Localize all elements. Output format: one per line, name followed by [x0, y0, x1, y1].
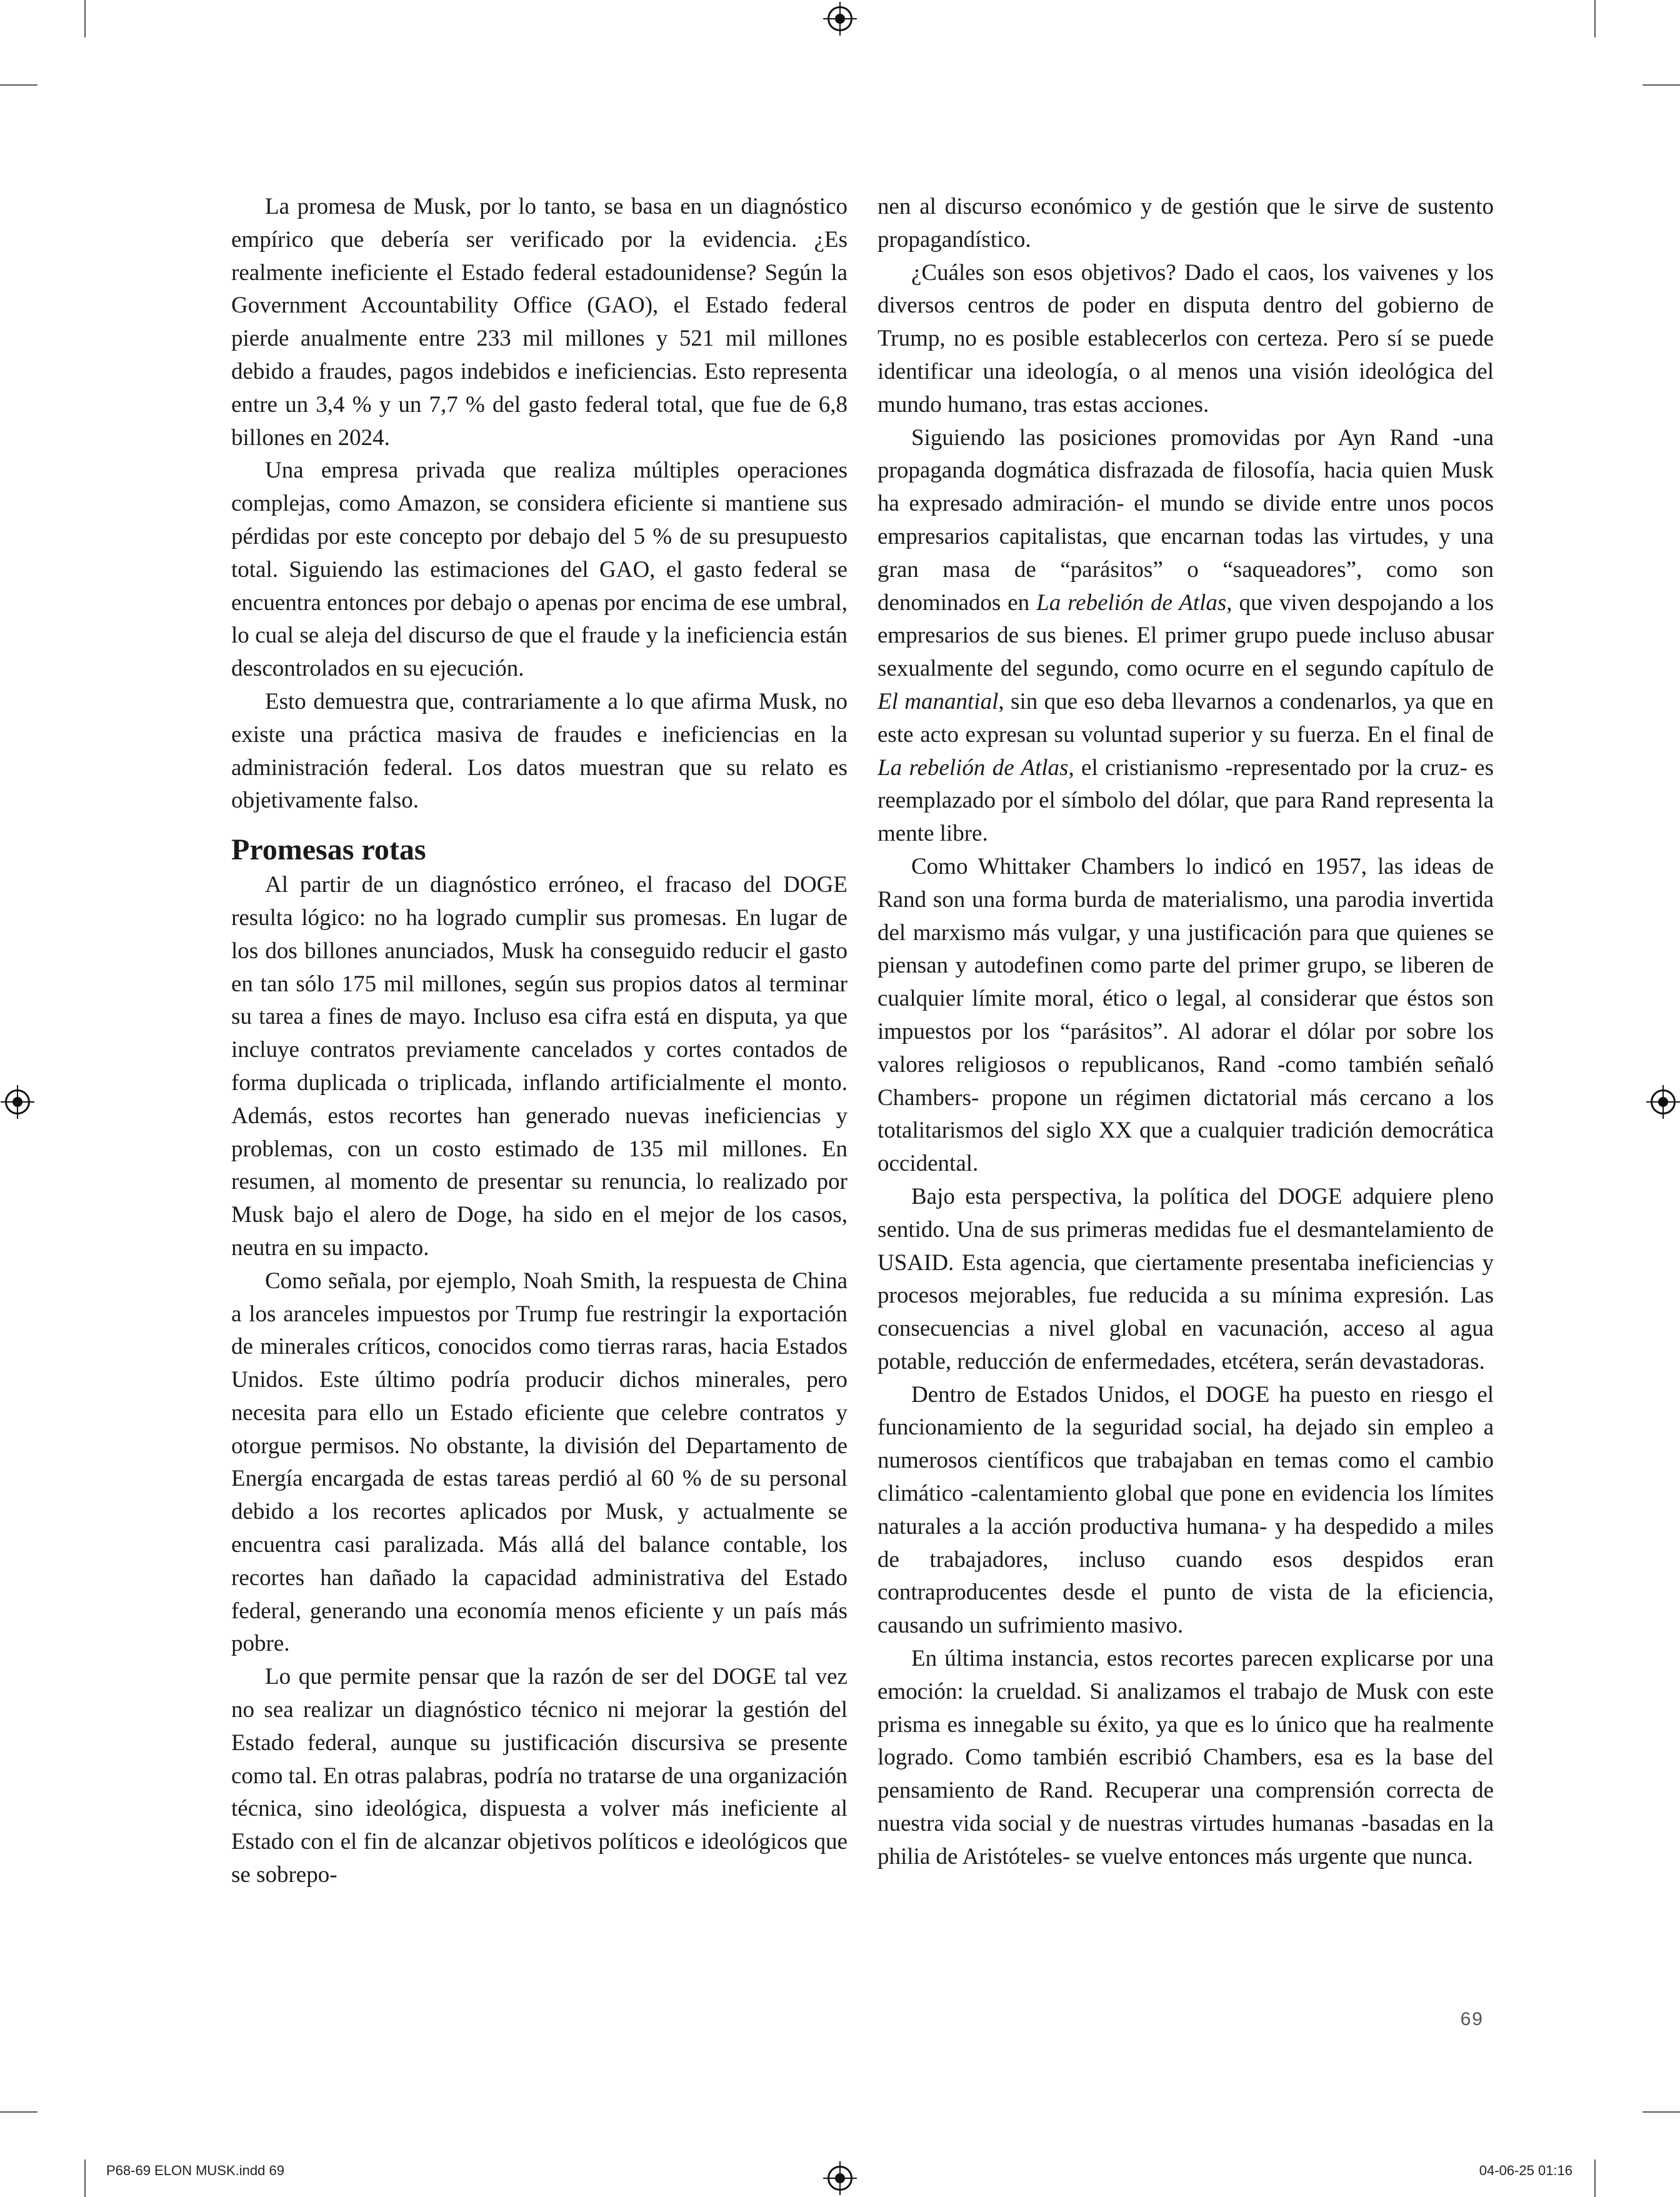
- body-paragraph: Esto demuestra que, contrariamente a lo que afirma Musk, no existe una práctica masiva de fraudes e ineficiencias en la administración federal. Los datos muestran que su relato es objetivamente falso.: [231, 688, 848, 814]
- registration-mark-top-icon: [828, 6, 852, 31]
- body-paragraph: ¿Cuáles son esos objetivos? Dado el caos, los vaivenes y los diversos centros de poder en disputa dentro del gobierno de Trump, no es posible establecerlos con certeza. Pero sí se puede identificar una ideología, o al menos una visión ideológica del mundo humano, tras estas acciones.: [878, 259, 1494, 418]
- left-column: [231, 191, 848, 1892]
- body-paragraph: Como Whittaker Chambers lo indicó en 1957, las ideas de Rand son una forma burda de materialismo, una parodia invertida del marxismo más vulgar, y una justificación para que quienes se piensan y autodefinen como parte del primer grupo, se liberen de cualquier límite moral, ético o legal, al considerar que éstos son impuestos por los “parásitos”. Al adorar el dólar por sobre los valores religiosos o republicanos, Rand -como también señaló Chambers- propone un régimen dictatorial más cercano a los totalitarismos del siglo XX que a cualquier tradición democrática occidental.: [878, 853, 1494, 1177]
- slug-file-name: P68-69 ELON MUSK.indd 69: [106, 2163, 284, 2178]
- right-column: [878, 191, 1494, 1874]
- book-title: La rebelión de Atlas: [878, 754, 1069, 781]
- registration-mark-bottom-icon: [828, 2166, 852, 2191]
- registration-mark-left-icon: [5, 1089, 30, 1114]
- registration-mark-right-icon: [1651, 1089, 1676, 1114]
- crop-mark-left-bottom: [0, 2111, 38, 2113]
- crop-mark-bottom-right: [1594, 2159, 1596, 2197]
- crop-mark-right-bottom: [1642, 2111, 1680, 2113]
- text-run: , que viven despojando a los empresarios de sus bienes. El primer grupo puede incluso abusar sexualmente del segundo, como ocurre en el segundo capítulo de: [878, 589, 1494, 682]
- body-paragraph: Dentro de Estados Unidos, el DOGE ha puesto en riesgo el funcionamiento de la seguridad social, ha dejado sin empleo a numerosos científicos que trabajaban en temas como el cambio climático -calentamiento global que pone en evidencia los límites naturales a la acción productiva humana- y ha despedido a miles de trabajadores, incluso cuando esos despidos eran contraproducentes desde el punto de vista de la eficiencia, causando un sufrimiento masivo.: [878, 1381, 1494, 1639]
- text-run: , el cristianismo -representado por la cruz- es reemplazado por el símbolo del dólar, que para Rand representa la mente libre.: [878, 754, 1494, 847]
- body-paragraph: Al partir de un diagnóstico erróneo, el fracaso del DOGE resulta lógico: no ha logrado cumplir sus promesas. En lugar de los dos billones anunciados, Musk ha conseguido reducir el gasto en tan sólo 175 mil millones, según sus propios datos al terminar su tarea a fines de mayo. Incluso esa cifra está en disputa, ya que incluye contratos previamente cancelados y cortes contados de forma duplicada o triplicada, inflando artificialmente el monto. Además, estos recortes han generado nuevas ineficiencias y problemas, con un costo estimado de 135 mil millones. En resumen, al momento de presentar su renuncia, lo realizado por Musk bajo el alero de Doge, ha sido en el mejor de los casos, neutra en su impacto.: [231, 872, 848, 1261]
- book-title: La rebelión de Atlas: [1036, 589, 1227, 616]
- body-paragraph: Una empresa privada que realiza múltiples operaciones complejas, como Amazon, se considera eficiente si mantiene sus pérdidas por este concepto por debajo del 5 % de su presupuesto total. Siguiendo las estimaciones del GAO, el gasto federal se encuentra entonces por debajo o apenas por encima de ese umbral, lo cual se aleja del discurso de que el fraude y la ineficiencia están descontrolados en su ejecución.: [231, 458, 848, 682]
- continued-paragraph: nen al discurso económico y de gestión que le sirve de sustento propagandístico.: [878, 194, 1494, 253]
- crop-mark-top-left: [84, 0, 86, 38]
- page-number: 69: [1460, 2009, 1484, 2029]
- crop-mark-bottom-left: [84, 2159, 86, 2197]
- crop-mark-left-top: [0, 84, 38, 86]
- crop-mark-right-top: [1642, 84, 1680, 86]
- slug-timestamp: 04-06-25 01:16: [1479, 2163, 1572, 2178]
- text-run: Siguiendo las posiciones promovidas por Ayn Rand -una propaganda dogmática disfrazada de filosofía, hacia quien Musk ha expresado admiración- el mundo se divide entre unos pocos empresarios capitalistas, que encarnan todas las virtudes, y una gran masa de “parásitos” o “saqueadores”, como son denominados en: [878, 424, 1494, 616]
- body-paragraph: Bajo esta perspectiva, la política del DOGE adquiere pleno sentido. Una de sus primeras medidas fue el desmantelamiento de USAID. Esta agencia, que ciertamente presentaba ineficiencias y procesos mejorables, fue reducida a su mínima expresión. Las consecuencias a nivel global en vacunación, acceso al agua potable, reducción de enfermedades, etcétera, serán devastadoras.: [878, 1183, 1494, 1374]
- book-title: El manantial: [878, 688, 999, 714]
- body-paragraph: En última instancia, estos recortes parecen explicarse por una emoción: la crueldad. Si analizamos el trabajo de Musk con este prisma es innegable su éxito, ya que es lo único que ha realmente logrado. Como también escribió Chambers, esa es la base del pensamiento de Rand. Recuperar una comprensión correcta de nuestra vida social y de nuestras virtudes humanas -basadas en la philia de Aristóteles- se vuelve entonces más urgente que nunca.: [878, 1646, 1494, 1869]
- crop-mark-top-right: [1594, 0, 1596, 38]
- body-paragraph: Como señala, por ejemplo, Noah Smith, la respuesta de China a los aranceles impuestos por Trump fue restringir la exportación de minerales críticos, conocidos como tierras raras, hacia Estados Unidos. Este último podría producir dichos minerales, pero necesita para ello un Estado eficiente que celebre contratos y otorgue permisos. No obstante, la división del Departamento de Energía encargada de estas tareas perdió al 60 % de su personal debido a los recortes aplicados por Musk, y actualmente se encuentra casi paralizada. Más allá del balance contable, los recortes han dañado la capacidad administrativa del Estado federal, generando una economía menos eficiente y un país más pobre.: [231, 1268, 848, 1657]
- body-paragraph: La promesa de Musk, por lo tanto, se basa en un diagnóstico empírico que debería ser verificado por la evidencia. ¿Es realmente ineficiente el Estado federal estadounidense? Según la Government Accountability Office (GAO), el Estado federal pierde anualmente entre 233 mil millones y 521 mil millones debido a fraudes, pagos indebidos e ineficiencias. Esto representa entre un 3,4 % y un 7,7 % del gasto federal total, que fue de 6,8 billones en 2024.: [231, 194, 848, 451]
- body-paragraph: Lo que permite pensar que la razón de ser del DOGE tal vez no sea realizar un diagnóstico técnico ni mejorar la gestión del Estado federal, aunque su justificación discursiva se presente como tal. En otras palabras, podría no tratarse de una organización técnica, sino ideológica, dispuesta a volver más ineficiente al Estado con el fin de alcanzar objetivos políticos e ideológicos que se sobrepo-: [231, 1664, 848, 1888]
- text-run: , sin que eso deba llevarnos a condenarlos, ya que en este acto expresan su voluntad superior y su fuerza. En el final de: [878, 688, 1494, 748]
- section-heading: Promesas rotas: [231, 833, 426, 867]
- rand-paragraph: [878, 422, 1494, 851]
